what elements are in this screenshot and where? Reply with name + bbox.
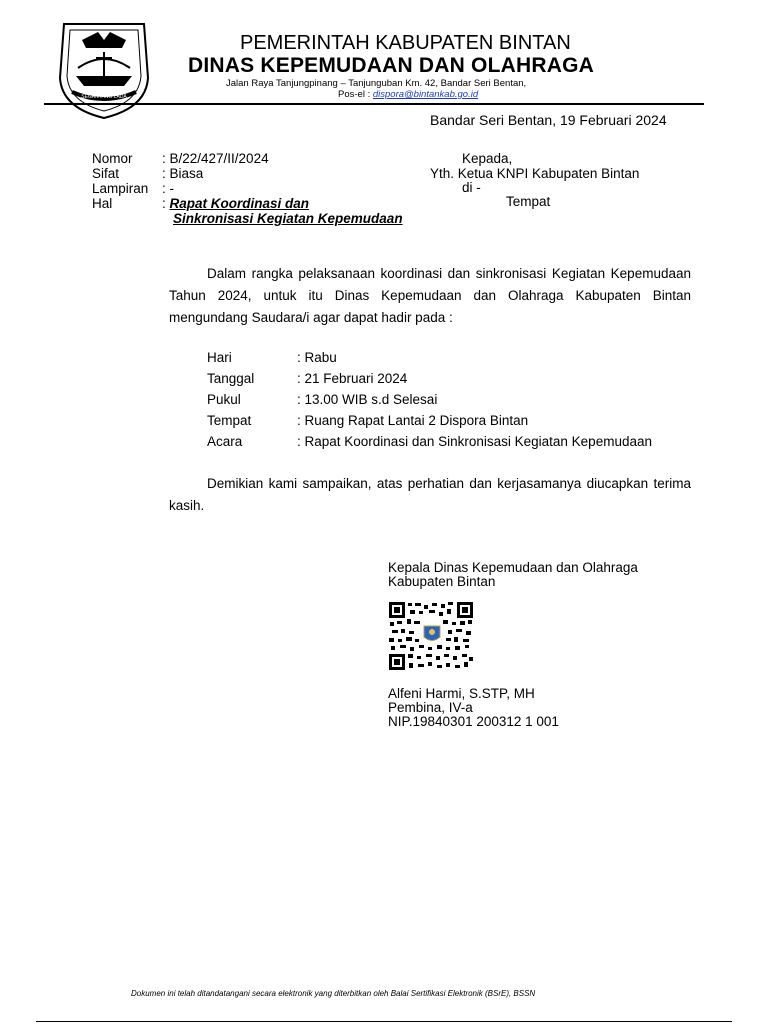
letter-meta <box>92 151 403 226</box>
header-department: DINAS KEPEMUDAAN DAN OLAHRAGA <box>188 54 594 77</box>
meta-row-nomor <box>92 151 403 166</box>
position-line-2: Kabupaten Bintan <box>388 574 496 589</box>
emblem-motto: SEGANTANG LADA <box>81 94 127 100</box>
detail-row <box>207 368 652 389</box>
signatory-rank: Pembina, IV-a <box>388 700 473 715</box>
e-signature-footer: Dokumen ini telah ditandatangani secara elektronik yang diterbitkan oleh Balai Sertifikasi Elektronik (BSrE), BSSN <box>131 989 536 998</box>
letter-date: Bandar Seri Bentan, 19 Februari 2024 <box>430 112 667 128</box>
detail-label: Acara <box>207 434 243 449</box>
subject-line-2: Sinkronisasi Kegiatan Kepemudaan <box>173 211 403 226</box>
signatory-name: Alfeni Harmi, S.STP, MH <box>388 686 535 701</box>
detail-row <box>207 347 652 368</box>
meta-label: Sifat <box>92 166 120 181</box>
signatory-position <box>388 561 638 589</box>
detail-row <box>207 410 652 431</box>
meta-row-hal-cont <box>92 211 403 226</box>
detail-label: Pukul <box>207 392 241 407</box>
signatory-identity <box>388 687 559 729</box>
header-divider <box>44 103 704 105</box>
recipient-kepada: Kepada, <box>462 151 513 166</box>
meta-value: : B/22/427/II/2024 <box>162 151 269 166</box>
detail-label: Hari <box>207 350 232 365</box>
meta-label: Hal <box>92 196 113 211</box>
detail-value: : 21 Februari 2024 <box>297 371 408 386</box>
detail-row <box>207 431 652 452</box>
meta-colon: : <box>162 196 166 211</box>
recipient-tempat: Tempat <box>506 194 551 209</box>
footer-divider <box>36 1021 732 1022</box>
subject-line-1: Rapat Koordinasi dan <box>169 196 310 211</box>
header-email-line <box>338 89 478 100</box>
meta-row-sifat <box>92 166 403 181</box>
signatory-nip: NIP.19840301 200312 1 001 <box>388 714 559 729</box>
detail-label: Tanggal <box>207 371 255 386</box>
email-link[interactable]: dispora@bintankab.go.id <box>372 89 479 100</box>
detail-value: : 13.00 WIB s.d Selesai <box>297 392 438 407</box>
detail-value: : Ruang Rapat Lantai 2 Dispora Bintan <box>297 413 529 428</box>
detail-label: Tempat <box>207 413 252 428</box>
closing-paragraph: Demikian kami sampaikan, atas perhatian dan kerjasamanya diucapkan terima kasih. <box>169 476 691 513</box>
detail-row <box>207 389 652 410</box>
event-details <box>207 347 652 452</box>
meta-value: : - <box>162 181 174 196</box>
email-label: Pos-el : <box>338 89 371 100</box>
qr-code-icon <box>388 601 474 671</box>
detail-value: : Rapat Koordinasi dan Sinkronisasi Kegiatan Kepemudaan <box>297 434 652 449</box>
recipient-di: di - <box>462 180 481 195</box>
position-line-1: Kepala Dinas Kepemudaan dan Olahraga <box>388 560 638 575</box>
recipient-yth: Yth. Ketua KNPI Kabupaten Bintan <box>430 166 640 181</box>
detail-value: : Rabu <box>297 350 337 365</box>
header-address: Jalan Raya Tanjungpinang – Tanjunguban Km. 42, Bandar Seri Bentan, <box>226 78 527 89</box>
meta-row-lampiran <box>92 181 403 196</box>
meta-row-hal <box>92 196 403 211</box>
header-government: PEMERINTAH KABUPATEN BINTAN <box>240 32 571 54</box>
meta-label: Lampiran <box>92 181 149 196</box>
regency-emblem-logo <box>54 18 154 122</box>
meta-value: : Biasa <box>162 166 204 181</box>
intro-paragraph: Dalam rangka pelaksanaan koordinasi dan sinkronisasi Kegiatan Kepemudaan Tahun 2024, untuk itu Dinas Kepemudaan dan Olahraga Kabupaten Bintan mengundang Saudara/i agar dapat hadir pada : <box>169 266 691 325</box>
meta-label: Nomor <box>92 151 133 166</box>
